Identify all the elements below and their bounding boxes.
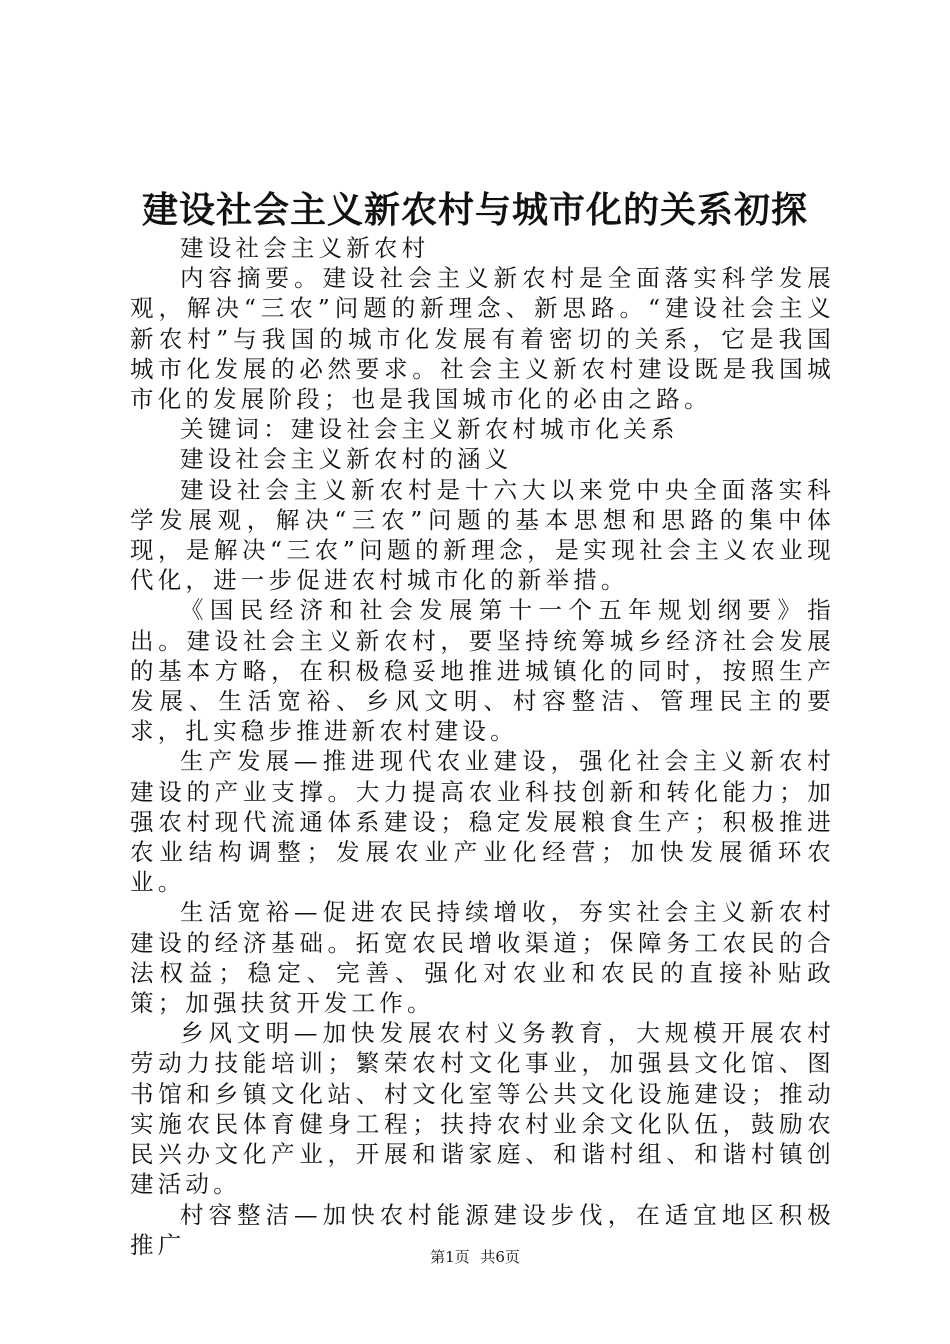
paragraph: 《国民经济和社会发展第十一个五年规划纲要》指出。建设社会主义新农村，要坚持统筹城乡经济社会发展的基本方略，在积极稳妥地推进城镇化的同时，按照生产发展、生活宽裕、乡风文明、村容整洁、管理民主的要求，扎实稳步推进新农村建设。 (130, 596, 835, 746)
paragraph: 乡风文明—加快发展农村义务教育，大规模开展农村劳动力技能培训；繁荣农村文化事业，加强县文化馆、图书馆和乡镇文化站、村文化室等公共文化设施建设；推动实施农民体育健身工程；扶持农村业余文化队伍，鼓励农民兴办文化产业，开展和谐家庭、和谐村组、和谐村镇创建活动。 (130, 1019, 835, 1199)
document-title: 建设社会主义新农村与城市化的关系初探 (141, 189, 808, 231)
paragraph: 内容摘要。建设社会主义新农村是全面落实科学发展观，解决“三农”问题的新理念、新思路。“建设社会主义新农村”与我国的城市化发展有着密切的关系，它是我国城市化发展的必然要求。社会主义新农村建设既是我国城市化的发展阶段；也是我国城市化的必由之路。 (130, 264, 835, 414)
paragraph: 建设社会主义新农村是十六大以来党中央全面落实科学发展观，解决“三农”问题的基本思想和思路的集中体现，是解决“三农”问题的新理念，是实现社会主义农业现代化，进一步促进农村城市化的新举措。 (130, 475, 835, 595)
page-total: 共6页 (480, 1248, 520, 1266)
page-number: 第1页 (430, 1248, 470, 1266)
paragraph: 关键词：建设社会主义新农村城市化关系 (180, 415, 679, 444)
paragraph: 建设社会主义新农村的涵义 (180, 445, 513, 474)
document-body (130, 233, 835, 1260)
page-footer (0, 1247, 950, 1267)
paragraph: 生活宽裕—促进农民持续增收，夯实社会主义新农村建设的经济基础。拓宽农民增收渠道；保障务工农民的合法权益；稳定、完善、强化对农业和农民的直接补贴政策；加强扶贫开发工作。 (130, 898, 835, 1018)
paragraph: 村容整洁—加快农村能源建设步伐，在适宜地区积极推广 (130, 1200, 835, 1259)
paragraph: 生产发展—推进现代农业建设，强化社会主义新农村建设的产业支撑。大力提高农业科技创新和转化能力；加强农村现代流通体系建设；稳定发展粮食生产；积极推进农业结构调整；发展农业产业化经营；加快发展循环农业。 (130, 747, 835, 897)
paragraph: 建设社会主义新农村 (180, 234, 430, 262)
